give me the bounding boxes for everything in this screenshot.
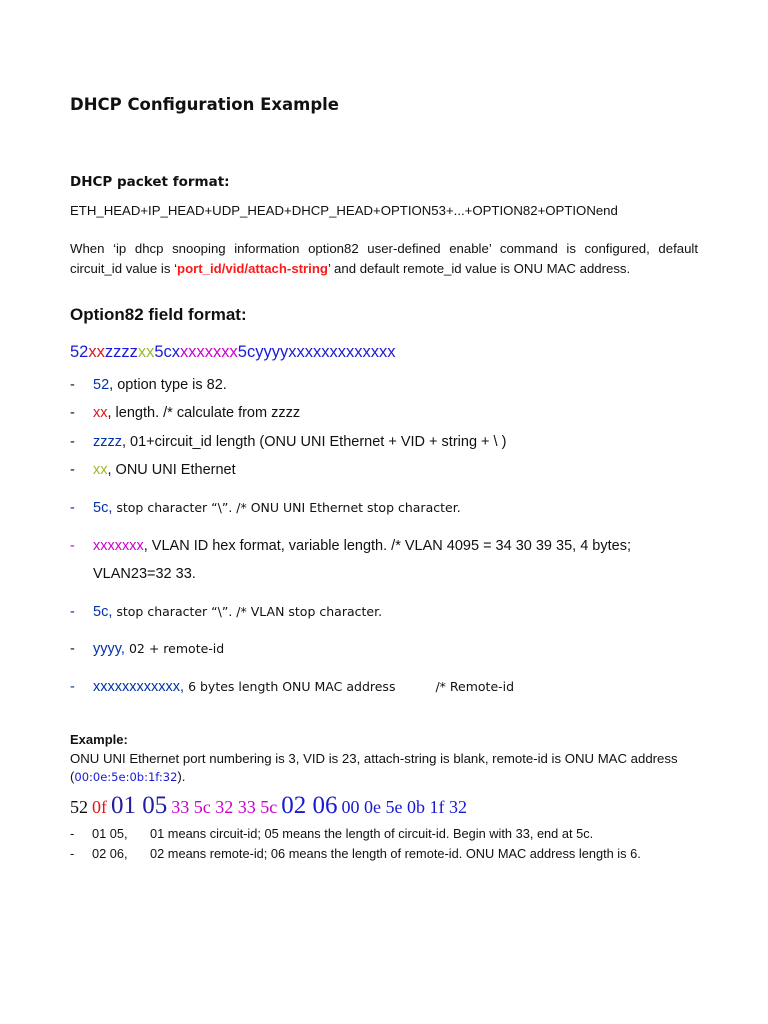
example-line2 xyxy=(70,769,185,784)
hex-part: 00 0e 5e 0b 1f 32 xyxy=(341,797,467,817)
fmt-part: 5c xyxy=(237,343,256,361)
option82-item xyxy=(70,538,631,554)
item-key: xxxxxxxxxxxx, xyxy=(93,679,185,695)
item-text: , ONU UNI Ethernet xyxy=(107,462,236,478)
bullet-dash: - xyxy=(70,500,75,516)
fmt-part: xx xyxy=(137,343,155,361)
note-text: 01 means circuit-id; 05 means the length of circuit-id. Begin with 33, end at 5c. xyxy=(150,826,594,841)
example-line1: ONU UNI Ethernet port numbering is 3, VID is 23, attach-string is blank, remote-id is ONU MAC address xyxy=(70,751,678,766)
fmt-part: x xyxy=(171,343,181,361)
hex-part: 01 05 xyxy=(111,792,168,819)
option82-item xyxy=(70,641,224,657)
example-label: Example: xyxy=(70,732,128,747)
fmt-part: 52 xyxy=(70,343,89,361)
example-note xyxy=(70,826,593,841)
hex-part: 0f xyxy=(92,797,107,817)
item-key: 5c, xyxy=(93,604,113,620)
item-text: , option type is 82. xyxy=(109,377,227,393)
item-key: zzzz xyxy=(93,434,122,450)
bullet-dash: - xyxy=(70,462,75,478)
option82-item xyxy=(70,434,506,450)
item-text: , length. /* calculate from zzzz xyxy=(107,405,301,421)
bullet-dash: - xyxy=(70,679,75,695)
note-code: 01 05, xyxy=(92,826,128,841)
bullet-dash: - xyxy=(70,641,75,657)
fmt-part: xxxxxxx xyxy=(180,343,238,361)
mac-address: 00:0e:5e:0b:1f:32 xyxy=(74,770,178,784)
option82-item-continuation: VLAN23=32 33. xyxy=(93,566,196,582)
packet-description xyxy=(70,239,698,278)
item-key: xx xyxy=(93,405,108,421)
hex-part: 02 06 xyxy=(281,792,338,819)
bullet-dash: - xyxy=(70,538,75,554)
item-key: xx xyxy=(93,462,108,478)
desc-pre: When ‘ip dhcp snooping information option82 user-defined enable’ command is configured, default circuit_id value is ‘ xyxy=(70,241,698,276)
item-text: , VLAN ID hex format, variable length. /* VLAN 4095 = 34 30 39 35, 4 bytes; xyxy=(143,538,631,554)
note-code: 02 06, xyxy=(92,846,128,861)
item-key: yyyy, xyxy=(93,641,125,657)
item-key: 5c, xyxy=(93,500,113,516)
option82-item xyxy=(70,462,236,478)
note-text: 02 means remote-id; 06 means the length of remote-id. ONU MAC address length is 6. xyxy=(150,846,641,861)
packet-format-heading: DHCP packet format: xyxy=(70,174,230,190)
desc-highlight: port_id/vid/attach-string xyxy=(177,260,328,276)
example-hex-string xyxy=(70,792,467,820)
fmt-part: xxxxxxxxxxxxx xyxy=(288,343,396,361)
bullet-dash: - xyxy=(70,604,75,620)
item-text: 02 + remote-id xyxy=(128,641,225,656)
bullet-dash: - xyxy=(70,377,75,393)
option82-item xyxy=(70,405,300,421)
packet-format-string: ETH_HEAD+IP_HEAD+UDP_HEAD+DHCP_HEAD+OPTION53+...+OPTION82+OPTIONend xyxy=(70,203,618,218)
option82-item xyxy=(70,500,461,516)
paren-close: ). xyxy=(177,769,186,784)
fmt-part: xx xyxy=(88,343,105,361)
option82-format-string xyxy=(70,343,395,362)
item-comment: /* Remote-id xyxy=(435,679,515,694)
fmt-part: 5c xyxy=(154,343,172,361)
bullet-dash: - xyxy=(70,846,75,861)
example-note xyxy=(70,846,641,861)
item-text: 6 bytes length ONU MAC address xyxy=(188,679,396,694)
fmt-part: zzzz xyxy=(104,343,138,361)
hex-part: 52 xyxy=(70,797,88,817)
bullet-dash: - xyxy=(70,826,75,841)
item-key: 52 xyxy=(93,377,110,393)
item-text: , 01+circuit_id length (ONU UNI Ethernet + VID + string + \ ) xyxy=(122,434,507,450)
desc-post: ’ and default remote_id value is ONU MAC address. xyxy=(327,260,631,276)
bullet-dash: - xyxy=(70,405,75,421)
option82-heading: Option82 field format: xyxy=(70,305,247,324)
hex-part: 33 5c 32 33 5c xyxy=(171,797,278,817)
item-key: xxxxxxx xyxy=(93,538,144,554)
option82-item xyxy=(70,679,514,695)
page-title: DHCP Configuration Example xyxy=(70,95,339,114)
paren-open: ( xyxy=(70,769,75,784)
item-text: stop character “\”. /* ONU UNI Ethernet stop character. xyxy=(116,500,461,515)
bullet-dash: - xyxy=(70,434,75,450)
item-text: stop character “\”. /* VLAN stop character. xyxy=(116,604,383,619)
option82-item xyxy=(70,377,227,393)
fmt-part: yyyy xyxy=(255,343,289,361)
option82-item xyxy=(70,604,382,620)
